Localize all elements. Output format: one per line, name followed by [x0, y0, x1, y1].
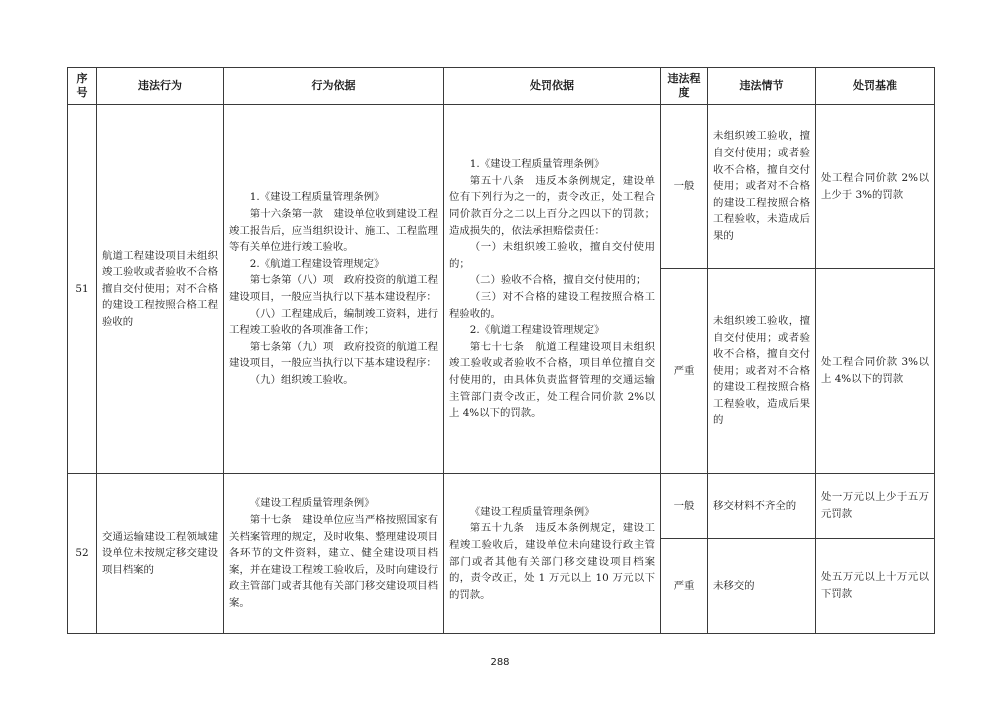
basis-line: 《建设工程质量管理条例》 [249, 497, 375, 510]
col-header-penalty-basis: 处罚依据 [444, 68, 661, 105]
standard-text: 处五万元以上十万元以下罚款 [821, 571, 929, 600]
circumstance-text: 未移交的 [713, 579, 755, 592]
col-header-basis: 行为依据 [224, 68, 444, 105]
penalty-basis-line: 2.《航道工程建设管理规定》 [469, 324, 605, 337]
penalty-basis-line: （三）对不合格的建设工程按照合格工程验收的。 [449, 291, 655, 320]
row-number: 51 [68, 105, 97, 474]
circumstance-cell [708, 105, 816, 269]
degree-cell: 严重 [661, 269, 708, 474]
col-header-circumstance: 违法情节 [708, 68, 816, 105]
basis-line: 第十七条 建设单位应当严格按照国家有关档案管理的规定，及时收集、整理建设项目各环节的文件资料，建立、健全建设项目档案，并在建设工程竣工验收后，及时向建设行政主管部门或者其他有关部门移交建设项目档案。 [229, 514, 438, 609]
basis-cell [224, 474, 444, 634]
penalty-basis-line: 第七十七条 航道工程建设项目未组织竣工验收或者验收不合格，项目单位擅自交付使用的，由具体负责监督管理的交通运输主管部门责令改正，处工程合同价款 2%以上 4%以下的罚款。 [449, 340, 655, 420]
circumstance-cell [708, 474, 816, 539]
penalty-basis-line: （二）验收不合格，擅自交付使用的； [469, 274, 647, 287]
circumstance-cell [708, 539, 816, 634]
col-header-number: 序号 [68, 68, 97, 105]
penalty-basis-line: 《建设工程质量管理条例》 [469, 505, 595, 518]
circumstance-text: 移交材料不齐全的 [713, 499, 797, 512]
degree-cell: 严重 [661, 539, 708, 634]
header-row [68, 68, 935, 105]
violation-text: 航道工程建设项目未组织竣工验收或者验收不合格擅自交付使用；对不合格的建设工程按照合格工程验收的 [102, 249, 218, 328]
standard-cell [816, 105, 935, 269]
penalty-table [67, 67, 935, 634]
standard-text: 处工程合同价款 3%以上 4%以下的罚款 [821, 356, 929, 385]
penalty-basis-line: 第五十九条 违反本条例规定，建设工程竣工验收后，建设单位未向建设行政主管部门或者其他有关部门移交建设项目档案的，责令改正，处 1 万元以上 10 万元以下的罚款。 [449, 522, 655, 601]
degree-cell: 一般 [661, 474, 708, 539]
penalty-basis-line: 第五十八条 违反本条例规定，建设单位有下列行为之一的，责令改正，处工程合同价款百分之二以上百分之四以下的罚款；造成损失的，依法承担赔偿责任： [449, 174, 655, 237]
standard-text: 处工程合同价款 2%以上少于 3%的罚款 [821, 171, 929, 201]
basis-cell [224, 105, 444, 474]
penalty-basis-line: （一）未组织竣工验收，擅自交付使用的； [449, 241, 655, 270]
standard-cell [816, 539, 935, 634]
basis-line: 第七条第（八）项 政府投资的航道工程建设项目，一般应当执行以下基本建设程序： [229, 274, 438, 303]
basis-line: （八）工程建成后，编制竣工资料，进行工程竣工验收的各项准备工作； [229, 307, 438, 337]
degree-cell: 一般 [661, 105, 708, 269]
penalty-basis-cell [444, 105, 661, 474]
col-header-standard: 处罚基准 [816, 68, 935, 105]
basis-line: 2.《航道工程建设管理规定》 [249, 257, 385, 270]
violation-text: 交通运输建设工程领域建设单位未按规定移交建设项目档案的 [102, 530, 218, 576]
basis-line: 第七条第（九）项 政府投资的航道工程建设项目，一般应当执行以下基本建设程序： [229, 340, 438, 370]
penalty-basis-line: 1.《建设工程质量管理条例》 [469, 158, 605, 171]
basis-line: 第十六条第一款 建设单位收到建设工程竣工报告后，应当组织设计、施工、工程监理等有关单位进行竣工验收。 [229, 208, 438, 254]
page-number: 288 [490, 657, 510, 668]
standard-cell [816, 474, 935, 539]
col-header-violation: 违法行为 [97, 68, 224, 105]
col-header-degree: 违法程度 [661, 68, 708, 105]
circumstance-cell [708, 269, 816, 474]
circumstance-text: 未组织竣工验收，擅自交付使用；或者验收不合格，擅自交付使用；或者对不合格的建设工程按照合格工程验收，造成后果的 [713, 314, 810, 427]
standard-text: 处一万元以上少于五万元罚款 [821, 491, 929, 520]
penalty-basis-cell [444, 474, 661, 634]
table-row [68, 105, 935, 269]
basis-line: 1.《建设工程质量管理条例》 [249, 191, 385, 204]
basis-line: （九）组织竣工验收。 [249, 373, 354, 386]
table-row [68, 474, 935, 539]
violation-cell [97, 474, 224, 634]
violation-cell [97, 105, 224, 474]
standard-cell [816, 269, 935, 474]
row-number: 52 [68, 474, 97, 634]
circumstance-text: 未组织竣工验收，擅自交付使用；或者验收不合格，擅自交付使用；或者对不合格的建设工程按照合格工程验收，未造成后果的 [713, 130, 810, 242]
